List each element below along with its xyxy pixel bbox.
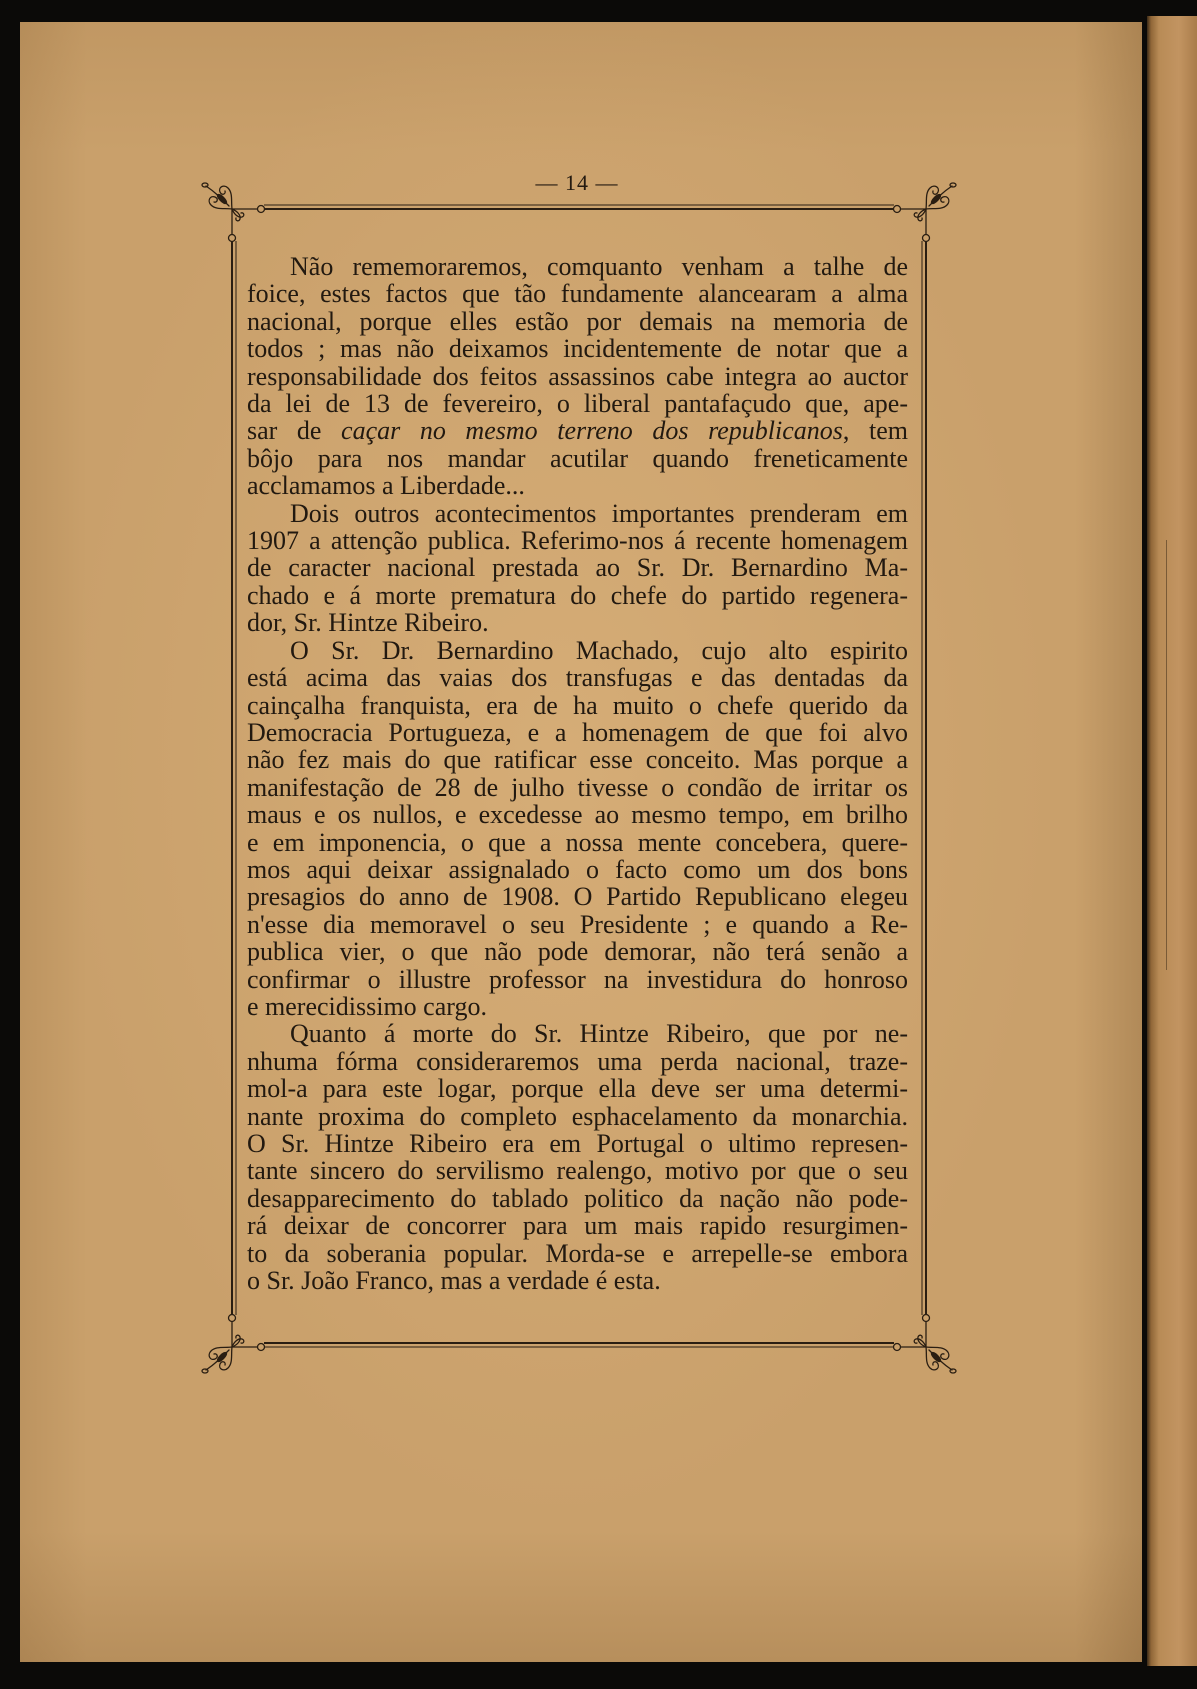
paragraph [247, 253, 908, 500]
text-line: o Sr. João Franco, mas a verdade é esta. [247, 1266, 661, 1296]
text-line: nacional, porque elles estão por demais na memoria de [247, 306, 908, 336]
text-line: publica vier, o que não pode demorar, não terá senão a [247, 937, 908, 967]
text-line: nante proxima do completo esphacelamento da monarchia. [247, 1101, 908, 1131]
text-line: maus e os nullos, e excedesse ao mesmo tempo, em brilho [247, 800, 908, 830]
text-line: de caracter nacional prestada ao Sr. Dr. Bernardino Ma- [247, 553, 908, 583]
next-page-crease [1166, 540, 1167, 970]
text-line: Dois outros acontecimentos importantes prenderam em [290, 498, 908, 528]
text-line: chado e á morte prematura do chefe do partido regenera- [247, 580, 908, 610]
text-line: confirmar o illustre professor na investidura do honroso [247, 964, 908, 994]
text-line: responsabilidade dos feitos assassinos cabe integra ao auctor [247, 361, 908, 391]
paragraph [247, 500, 908, 637]
text-line: O Sr. Hintze Ribeiro era em Portugal o ultimo represen- [247, 1129, 908, 1158]
text-line: mol-a para este logar, porque ella deve ser uma determi- [247, 1074, 908, 1104]
text-line: n'esse dia memoravel o seu Presidente ; e quando a Re- [247, 909, 908, 939]
next-page-edge [1147, 16, 1197, 1666]
text-line: e merecidissimo cargo. [247, 991, 487, 1021]
text-run: sar de [247, 416, 342, 446]
paragraph [247, 637, 908, 1021]
text-line: manifestação de 28 de julho tivesse o condão de irritar os [247, 772, 908, 802]
text-line: não fez mais do que ratificar esse conceito. Mas porque a [247, 745, 908, 775]
text-line: e em imponencia, o que a nossa mente concebera, quere- [247, 827, 908, 857]
text-line: O Sr. Dr. Bernardino Machado, cujo alto espirito [290, 635, 908, 665]
text-line: Quanto á morte do Sr. Hintze Ribeiro, que por ne- [290, 1019, 908, 1049]
text-line: nhuma fórma consideraremos uma perda nacional, traze- [247, 1046, 908, 1076]
text-line: presagios do anno de 1908. O Partido Republicano elegeu [247, 882, 908, 912]
italic-emphasis-run: caçar no mesmo terreno dos republicanos [341, 416, 843, 446]
text-line: mos aqui deixar assignalado o facto como um dos bons [247, 854, 908, 884]
text-line: foice, estes factos que tão fundamente alancearam a alma [247, 279, 908, 309]
paragraph [247, 1020, 908, 1294]
text-line: desapparecimento do tablado politico da nação não pode- [247, 1183, 908, 1213]
text-line: acclamamos a Liberdade... [247, 471, 525, 501]
text-line: bôjo para nos mandar acutilar quando freneticamente [247, 443, 908, 473]
page-number: — 14 — [535, 170, 619, 195]
text-line: todos ; mas não deixamos incidentemente de notar que a [247, 334, 908, 364]
text-line: da lei de 13 de fevereiro, o liberal pantafaçudo que, ape- [247, 389, 908, 419]
text-line: to da soberania popular. Morda-se e arrepelle-se embora [247, 1238, 908, 1268]
text-line: 1907 a attenção publica. Referimo-nos á recente homenagem [247, 526, 908, 556]
text-line: Democracia Portugueza, e a homenagem de que foi alvo [247, 717, 908, 747]
text-line: cainçalha franquista, era de ha muito o chefe querido da [247, 690, 908, 720]
body-text [247, 253, 908, 1294]
text-line [247, 417, 908, 444]
text-line: Não rememoraremos, comquanto venham a talhe de [290, 252, 908, 281]
text-line: está acima das vaias dos transfugas e das dentadas da [247, 663, 908, 693]
text-line: dor, Sr. Hintze Ribeiro. [247, 608, 489, 638]
text-line: tante sincero do servilismo realengo, motivo por que o seu [247, 1156, 908, 1186]
text-line: rá deixar de concorrer para um mais rapido resurgimen- [247, 1211, 908, 1241]
text-run: , tem [842, 416, 909, 446]
